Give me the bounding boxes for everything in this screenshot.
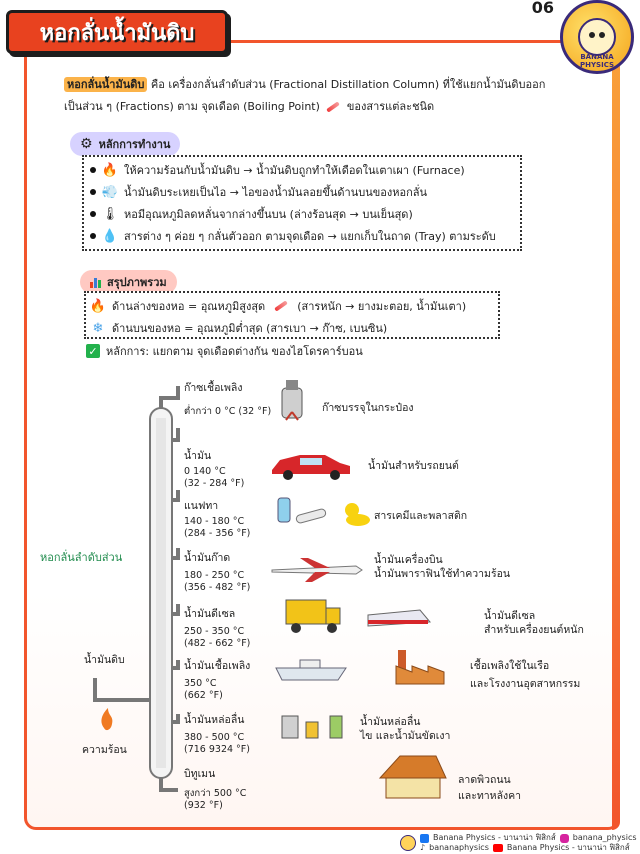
bar-chart-icon: [90, 276, 101, 288]
summary-item-text-b: (สารหนัก → ยางมะตอย, น้ำมันเตา): [297, 300, 467, 313]
crude-oil-label: น้ำมันดิบ: [84, 654, 125, 666]
fraction-use: ลาดพิวถนน: [458, 774, 511, 786]
thermometer-icon: [327, 101, 341, 112]
intro-line-1: [64, 74, 564, 96]
fraction-range-f: (356 - 482 °F): [184, 582, 251, 593]
fraction-range-f: (284 - 356 °F): [184, 528, 251, 539]
fire-icon: 🔥: [89, 298, 107, 314]
fraction-use-2: ไข และน้ำมันขัดเงา: [360, 730, 451, 742]
summary-heading-text: สรุปภาพรวม: [107, 276, 167, 289]
principle-item: [90, 203, 514, 225]
footer-row: [420, 833, 637, 843]
fraction-range-f: (662 °F): [184, 690, 223, 701]
title-banner: [6, 10, 228, 54]
summary-item-text: ด้านบนของหอ = อุณหภูมิต่ำสุด (สารเบา → ก๊าซ, เบนซิน): [112, 322, 388, 335]
summary-item-text: หลักการ: แยกตาม จุดเดือดต่างกัน ของไฮโดรคาร์บอน: [106, 345, 363, 358]
vapor-icon: 💨: [101, 184, 119, 200]
principle-item: [90, 159, 514, 181]
summary-item-text: ด้านล่างของหอ = อุณหภูมิสูงสุด: [112, 300, 266, 313]
fraction-range: 250 - 350 °C: [184, 626, 245, 637]
intro-term: หอกลั่นน้ำมันดิบ: [64, 77, 147, 92]
fraction-range: 0 140 °C: [184, 466, 226, 477]
gear-icon: ⚙: [80, 136, 93, 152]
principle-item-text: น้ำมันดิบระเหยเป็นไอ → ไอของน้ำมันลอยขึ้นด้านบนของหอกลั่น: [124, 186, 428, 199]
summary-item: [90, 295, 494, 317]
fraction-use: น้ำมันเครื่องบิน: [374, 554, 443, 566]
fraction-use-2: และโรงงานอุตสาหกรรม: [470, 678, 581, 690]
fraction-range: สูงกว่า 500 °C: [184, 788, 247, 799]
fraction-range: 180 - 250 °C: [184, 570, 245, 581]
mascot-face-icon: [578, 18, 616, 56]
facebook-icon: [420, 834, 429, 843]
page-title: หอกลั่นน้ำมันดิบ: [39, 20, 195, 46]
fraction-name: น้ำมันก๊าด: [184, 552, 231, 564]
mascot-avatar-icon: [400, 835, 416, 851]
fraction-use: สารเคมีและพลาสติก: [374, 510, 468, 522]
principle-heading: [70, 132, 180, 156]
instagram-icon: [560, 834, 569, 843]
summary-item: [86, 342, 363, 360]
fraction-name: น้ำมัน: [184, 450, 212, 462]
facebook-link[interactable]: Banana Physics - บานาน่า ฟิสิกส์: [433, 833, 556, 842]
fraction-name: น้ำมันเชื้อเพลิง: [184, 660, 251, 672]
column-inner: [156, 418, 166, 768]
fraction-range: ต่ำกว่า 0 °C (32 °F): [184, 406, 272, 417]
snowflake-icon: ❄: [92, 320, 104, 336]
fraction-name: บิทูเมน: [184, 768, 216, 780]
bullet-icon: [90, 211, 96, 217]
instagram-link[interactable]: banana_physics: [572, 833, 637, 842]
principle-heading-text: หลักการทำงาน: [98, 138, 171, 151]
intro-line-1-text: คือ เครื่องกลั่นลำดับส่วน (Fractional Distillation Column) ที่ใช้แยกน้ำมันดิบออก: [147, 78, 546, 91]
summary-item: [90, 317, 494, 339]
fraction-name: น้ำมันหล่อลื่น: [184, 714, 245, 726]
fraction-range-f: (482 - 662 °F): [184, 638, 251, 649]
intro-line-2b: ของสารแต่ละชนิด: [346, 100, 435, 113]
principle-item-text: หอมีอุณหภูมิลดหลั่นจากล่างขึ้นบน (ล่างร้อนสุด → บนเย็นสุด): [124, 208, 413, 221]
fraction-use-2: สำหรับเครื่องยนต์หนัก: [484, 624, 584, 636]
bullet-icon: [90, 189, 96, 195]
bullet-icon: [90, 233, 96, 239]
column-label: หอกลั่นลำดับส่วน: [40, 551, 123, 564]
fraction-use: ก๊าซบรรจุในกระป๋อง: [322, 402, 414, 414]
fraction-range-f: (32 - 284 °F): [184, 478, 245, 489]
summary-box: [84, 291, 500, 339]
check-icon: ✓: [86, 344, 100, 358]
youtube-link[interactable]: Banana Physics - บานาน่า ฟิสิกส์: [506, 843, 630, 852]
principle-box: [82, 155, 522, 251]
fraction-name: น้ำมันดีเซล: [184, 608, 236, 620]
fraction-use: น้ำมันสำหรับรถยนต์: [368, 460, 459, 472]
tiktok-icon: ♪: [420, 843, 426, 852]
principle-item-text: ให้ความร้อนกับน้ำมันดิบ → น้ำมันดิบถูกทำให้เดือดในเตาเผา (Furnace): [124, 164, 465, 177]
heat-label: ความร้อน: [82, 744, 127, 756]
fraction-range-f: (932 °F): [184, 800, 223, 811]
tiktok-link[interactable]: bananaphysics: [429, 843, 489, 852]
logo-text: BANANA PHYSICS: [579, 53, 614, 69]
bullet-icon: [90, 167, 96, 173]
intro-paragraph: [64, 74, 564, 118]
fraction-range: 350 °C: [184, 678, 217, 689]
droplet-icon: 💧: [101, 228, 119, 244]
fraction-range-f: (716 9324 °F): [184, 744, 250, 755]
frame-accent-edge: [612, 40, 620, 830]
fraction-use-2: และทาหลังคา: [458, 790, 522, 802]
page-number: 06: [531, 0, 554, 17]
banana-physics-logo: [560, 0, 634, 74]
fraction-range: 380 - 500 °C: [184, 732, 245, 743]
intro-line-2: [64, 96, 564, 118]
principle-item: [90, 225, 514, 247]
fraction-range: 140 - 180 °C: [184, 516, 245, 527]
thermometer-icon: [274, 300, 288, 311]
intro-line-2a: เป็นส่วน ๆ (Fractions) ตาม จุดเดือด (Boiling Point): [64, 100, 320, 113]
principle-item: [90, 181, 514, 203]
fraction-use: น้ำมันดีเซล: [484, 610, 536, 622]
fire-icon: 🔥: [101, 162, 119, 178]
footer-lines: [420, 833, 637, 853]
thermometer-icon: 🌡: [101, 206, 119, 222]
fraction-use: เชื้อเพลิงใช้ในเรือ: [470, 660, 550, 672]
footer-row: [420, 843, 637, 853]
fraction-use: น้ำมันหล่อลื่น: [360, 716, 421, 728]
fraction-name: ก๊าซเชื้อเพลิง: [184, 382, 243, 394]
fraction-name: แนฟทา: [184, 500, 219, 512]
principle-item-text: สารต่าง ๆ ค่อย ๆ กลั่นตัวออก ตามจุดเดือด → แยกเก็บในถาด (Tray) ตามระดับ: [124, 230, 496, 243]
fraction-use-2: น้ำมันพาราฟินใช้ทำความร้อน: [374, 568, 511, 580]
footer-socials: [400, 833, 637, 853]
youtube-icon: [493, 844, 503, 852]
